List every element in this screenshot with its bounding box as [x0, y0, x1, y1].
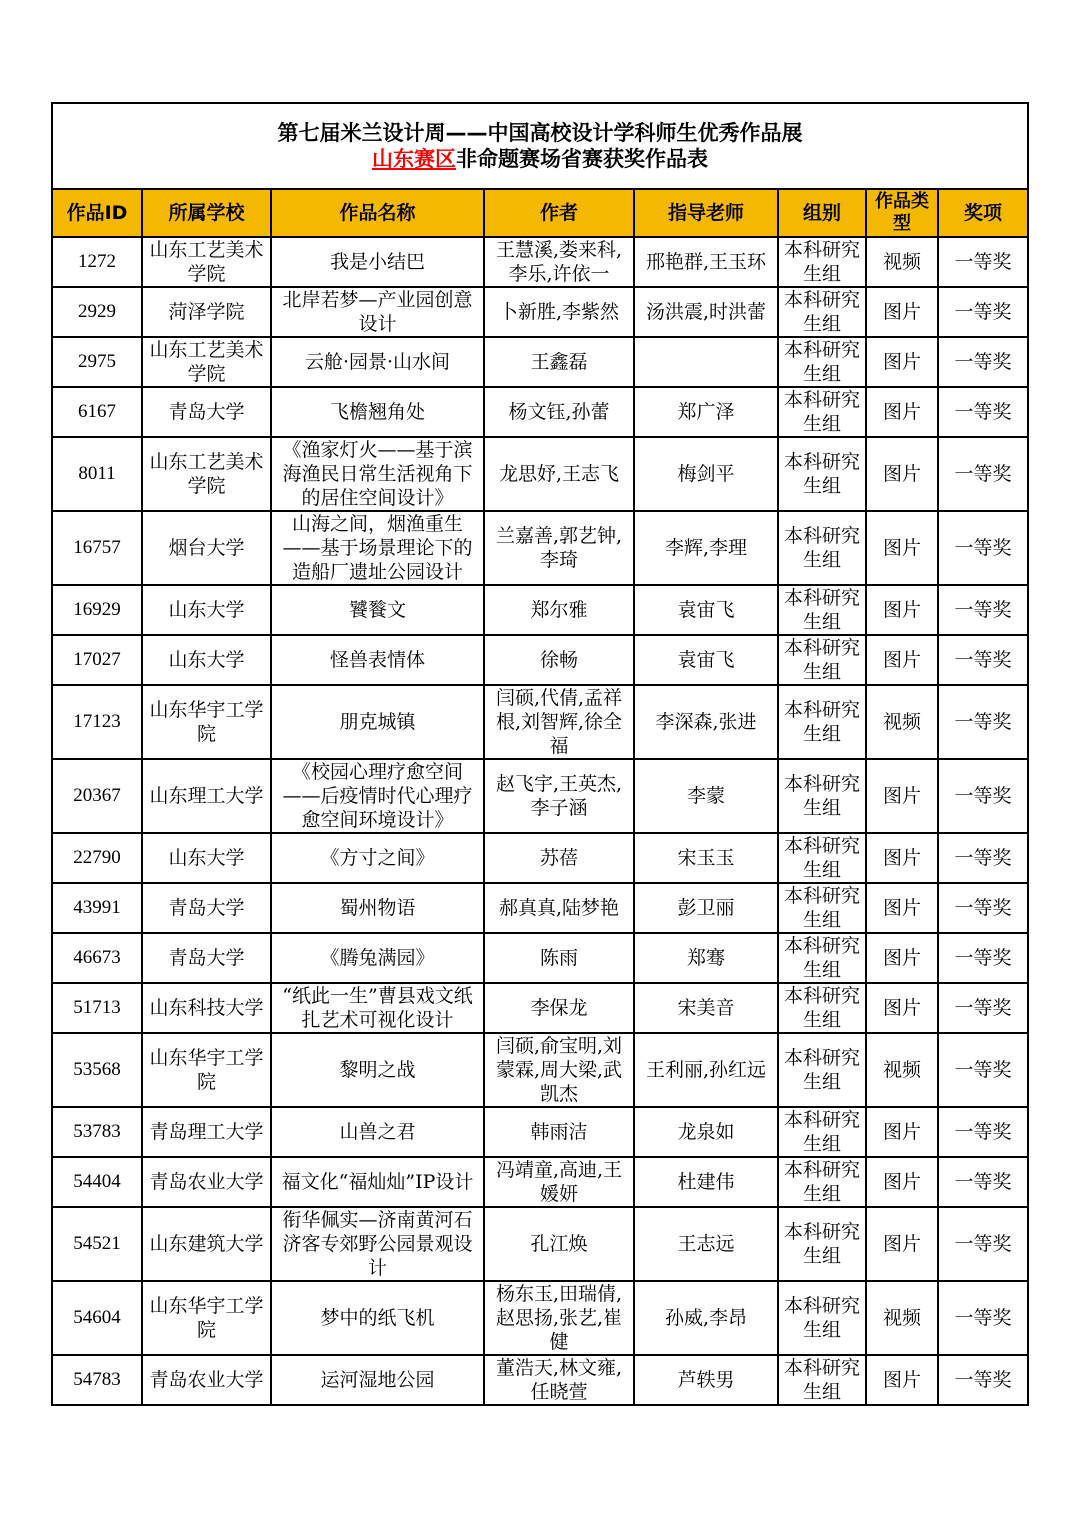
advisor-cell: 袁宙飞 [634, 635, 778, 685]
award-cell: 一等奖 [938, 983, 1028, 1033]
authors-cell: 王鑫磊 [484, 337, 634, 387]
type-cell: 图片 [866, 437, 938, 511]
authors-cell: 王慧溪,娄来科,李乐,许依一 [484, 237, 634, 287]
school-cell: 山东大学 [142, 585, 271, 635]
advisor-cell: 邢艳群,王玉环 [634, 237, 778, 287]
school-cell: 山东大学 [142, 833, 271, 883]
school-cell: 山东工艺美术学院 [142, 237, 271, 287]
type-cell: 图片 [866, 337, 938, 387]
id-cell: 8011 [52, 437, 142, 511]
authors-cell: 孔江焕 [484, 1207, 634, 1281]
advisor-cell: 宋美音 [634, 983, 778, 1033]
advisor-cell: 李辉,李理 [634, 511, 778, 585]
work-cell: 山兽之君 [271, 1107, 484, 1157]
group-cell: 本科研究生组 [778, 1033, 866, 1107]
id-cell: 53783 [52, 1107, 142, 1157]
award-cell: 一等奖 [938, 1033, 1028, 1107]
type-cell: 图片 [866, 1207, 938, 1281]
type-cell: 视频 [866, 1281, 938, 1355]
authors-cell: 龙思妤,王志飞 [484, 437, 634, 511]
group-cell: 本科研究生组 [778, 635, 866, 685]
type-cell: 图片 [866, 511, 938, 585]
work-cell: 《校园心理疗愈空间——后疫情时代心理疗愈空间环境设计》 [271, 759, 484, 833]
group-cell: 本科研究生组 [778, 883, 866, 933]
award-cell: 一等奖 [938, 437, 1028, 511]
advisor-cell: 芦轶男 [634, 1355, 778, 1405]
type-cell: 视频 [866, 685, 938, 759]
id-cell: 22790 [52, 833, 142, 883]
header-award: 奖项 [938, 189, 1028, 237]
work-cell: 山海之间，烟渔重生——基于场景理论下的造船厂遗址公园设计 [271, 511, 484, 585]
award-cell: 一等奖 [938, 933, 1028, 983]
authors-cell: 董浩天,林文雍,任晓萱 [484, 1355, 634, 1405]
school-cell: 烟台大学 [142, 511, 271, 585]
work-cell: 饕餮文 [271, 585, 484, 635]
table-row [52, 1281, 1028, 1355]
school-cell: 菏泽学院 [142, 287, 271, 337]
table-row [52, 287, 1028, 337]
id-cell: 43991 [52, 883, 142, 933]
school-cell: 山东华宇工学院 [142, 685, 271, 759]
id-cell: 54604 [52, 1281, 142, 1355]
type-cell: 视频 [866, 237, 938, 287]
award-cell: 一等奖 [938, 1355, 1028, 1405]
award-cell: 一等奖 [938, 1281, 1028, 1355]
table-row [52, 1107, 1028, 1157]
type-cell: 图片 [866, 287, 938, 337]
id-cell: 2929 [52, 287, 142, 337]
school-cell: 山东华宇工学院 [142, 1033, 271, 1107]
authors-cell: 冯靖童,高迪,王媛妍 [484, 1157, 634, 1207]
title-line-2 [55, 146, 1025, 172]
authors-cell: 郝真真,陆梦艳 [484, 883, 634, 933]
table-row [52, 983, 1028, 1033]
table-row [52, 585, 1028, 635]
advisor-cell: 郑广泽 [634, 387, 778, 437]
id-cell: 17123 [52, 685, 142, 759]
id-cell: 54521 [52, 1207, 142, 1281]
group-cell: 本科研究生组 [778, 833, 866, 883]
school-cell: 青岛理工大学 [142, 1107, 271, 1157]
group-cell: 本科研究生组 [778, 585, 866, 635]
title-subtitle: 非命题赛场省赛获奖作品表 [456, 147, 708, 171]
group-cell: 本科研究生组 [778, 387, 866, 437]
sheet-title [52, 103, 1028, 189]
award-cell: 一等奖 [938, 685, 1028, 759]
type-cell: 图片 [866, 635, 938, 685]
school-cell: 山东工艺美术学院 [142, 337, 271, 387]
advisor-cell: 袁宙飞 [634, 585, 778, 635]
header-work: 作品名称 [271, 189, 484, 237]
award-cell: 一等奖 [938, 585, 1028, 635]
group-cell: 本科研究生组 [778, 511, 866, 585]
group-cell: 本科研究生组 [778, 287, 866, 337]
header-advisor: 指导老师 [634, 189, 778, 237]
table-row [52, 1355, 1028, 1405]
award-cell: 一等奖 [938, 759, 1028, 833]
type-cell: 图片 [866, 759, 938, 833]
work-cell: 我是小结巴 [271, 237, 484, 287]
award-cell: 一等奖 [938, 511, 1028, 585]
table-row [52, 337, 1028, 387]
work-cell: 飞檐翘角处 [271, 387, 484, 437]
award-cell: 一等奖 [938, 635, 1028, 685]
work-cell: 《方寸之间》 [271, 833, 484, 883]
group-cell: 本科研究生组 [778, 337, 866, 387]
award-table [51, 102, 1029, 1406]
id-cell: 2975 [52, 337, 142, 387]
id-cell: 46673 [52, 933, 142, 983]
advisor-cell: 宋玉玉 [634, 833, 778, 883]
award-cell: 一等奖 [938, 883, 1028, 933]
work-cell: 福文化“福灿灿”IP设计 [271, 1157, 484, 1207]
advisor-cell: 王利丽,孙红远 [634, 1033, 778, 1107]
authors-cell: 杨东玉,田瑞倩,赵思扬,张艺,崔健 [484, 1281, 634, 1355]
header-id: 作品ID [52, 189, 142, 237]
table-row [52, 511, 1028, 585]
school-cell: 山东理工大学 [142, 759, 271, 833]
work-cell: 运河湿地公园 [271, 1355, 484, 1405]
award-sheet [51, 102, 1027, 1406]
advisor-cell: 杜建伟 [634, 1157, 778, 1207]
group-cell: 本科研究生组 [778, 1281, 866, 1355]
id-cell: 51713 [52, 983, 142, 1033]
work-cell: “纸此一生”曹县戏文纸扎艺术可视化设计 [271, 983, 484, 1033]
table-row [52, 933, 1028, 983]
type-cell: 图片 [866, 1157, 938, 1207]
authors-cell: 赵飞宇,王英杰,李子涵 [484, 759, 634, 833]
authors-cell: 李保龙 [484, 983, 634, 1033]
type-cell: 图片 [866, 1107, 938, 1157]
table-row [52, 635, 1028, 685]
work-cell: 《渔家灯火——基于滨海渔民日常生活视角下的居住空间设计》 [271, 437, 484, 511]
table-row [52, 237, 1028, 287]
advisor-cell: 龙泉如 [634, 1107, 778, 1157]
authors-cell: 陈雨 [484, 933, 634, 983]
type-cell: 图片 [866, 883, 938, 933]
authors-cell: 杨文钰,孙蕾 [484, 387, 634, 437]
award-cell: 一等奖 [938, 237, 1028, 287]
authors-cell: 徐畅 [484, 635, 634, 685]
group-cell: 本科研究生组 [778, 437, 866, 511]
advisor-cell: 汤洪震,时洪蕾 [634, 287, 778, 337]
authors-cell: 闫硕,代倩,孟祥根,刘智辉,徐全福 [484, 685, 634, 759]
authors-cell: 闫硕,俞宝明,刘蒙霖,周大梁,武凯杰 [484, 1033, 634, 1107]
id-cell: 54783 [52, 1355, 142, 1405]
type-cell: 图片 [866, 983, 938, 1033]
group-cell: 本科研究生组 [778, 933, 866, 983]
group-cell: 本科研究生组 [778, 1107, 866, 1157]
id-cell: 16929 [52, 585, 142, 635]
group-cell: 本科研究生组 [778, 685, 866, 759]
table-row [52, 883, 1028, 933]
authors-cell: 兰嘉善,郭艺钟,李琦 [484, 511, 634, 585]
work-cell: 《腾兔满园》 [271, 933, 484, 983]
group-cell: 本科研究生组 [778, 1207, 866, 1281]
id-cell: 20367 [52, 759, 142, 833]
advisor-cell: 孙威,李昂 [634, 1281, 778, 1355]
header-authors: 作者 [484, 189, 634, 237]
work-cell: 怪兽表情体 [271, 635, 484, 685]
school-cell: 青岛农业大学 [142, 1355, 271, 1405]
work-cell: 衔华佩实—济南黄河石济客专郊野公园景观设计 [271, 1207, 484, 1281]
header-group: 组别 [778, 189, 866, 237]
school-cell: 青岛大学 [142, 933, 271, 983]
authors-cell: 韩雨洁 [484, 1107, 634, 1157]
title-region: 山东赛区 [372, 147, 456, 171]
table-row [52, 387, 1028, 437]
school-cell: 山东华宇工学院 [142, 1281, 271, 1355]
type-cell: 图片 [866, 933, 938, 983]
group-cell: 本科研究生组 [778, 237, 866, 287]
group-cell: 本科研究生组 [778, 1157, 866, 1207]
advisor-cell: 王志远 [634, 1207, 778, 1281]
type-cell: 视频 [866, 1033, 938, 1107]
type-cell: 图片 [866, 387, 938, 437]
school-cell: 青岛大学 [142, 387, 271, 437]
award-cell: 一等奖 [938, 833, 1028, 883]
advisor-cell: 郑骞 [634, 933, 778, 983]
work-cell: 朋克城镇 [271, 685, 484, 759]
id-cell: 53568 [52, 1033, 142, 1107]
authors-cell: 郑尔雅 [484, 585, 634, 635]
work-cell: 黎明之战 [271, 1033, 484, 1107]
advisor-cell: 李深森,张进 [634, 685, 778, 759]
id-cell: 6167 [52, 387, 142, 437]
group-cell: 本科研究生组 [778, 983, 866, 1033]
header-school: 所属学校 [142, 189, 271, 237]
award-cell: 一等奖 [938, 1107, 1028, 1157]
type-cell: 图片 [866, 1355, 938, 1405]
work-cell: 云舱·园景·山水间 [271, 337, 484, 387]
advisor-cell: 李蒙 [634, 759, 778, 833]
school-cell: 山东科技大学 [142, 983, 271, 1033]
header-row [52, 189, 1028, 237]
work-cell: 梦中的纸飞机 [271, 1281, 484, 1355]
work-cell: 北岸若梦—产业园创意设计 [271, 287, 484, 337]
school-cell: 山东工艺美术学院 [142, 437, 271, 511]
authors-cell: 卜新胜,李紫然 [484, 287, 634, 337]
school-cell: 青岛农业大学 [142, 1157, 271, 1207]
table-row [52, 1157, 1028, 1207]
id-cell: 16757 [52, 511, 142, 585]
school-cell: 青岛大学 [142, 883, 271, 933]
table-row [52, 1033, 1028, 1107]
id-cell: 17027 [52, 635, 142, 685]
award-cell: 一等奖 [938, 1157, 1028, 1207]
advisor-cell [634, 337, 778, 387]
authors-cell: 苏蓓 [484, 833, 634, 883]
advisor-cell: 彭卫丽 [634, 883, 778, 933]
advisor-cell: 梅剑平 [634, 437, 778, 511]
id-cell: 1272 [52, 237, 142, 287]
work-cell: 蜀州物语 [271, 883, 484, 933]
type-cell: 图片 [866, 585, 938, 635]
title-line-1: 第七届米兰设计周——中国高校设计学科师生优秀作品展 [277, 121, 803, 145]
award-cell: 一等奖 [938, 387, 1028, 437]
table-row [52, 685, 1028, 759]
table-row [52, 759, 1028, 833]
type-cell: 图片 [866, 833, 938, 883]
award-cell: 一等奖 [938, 337, 1028, 387]
table-row [52, 437, 1028, 511]
school-cell: 山东大学 [142, 635, 271, 685]
header-type: 作品类型 [866, 189, 938, 237]
table-body [52, 237, 1028, 1405]
award-cell: 一等奖 [938, 1207, 1028, 1281]
award-cell: 一等奖 [938, 287, 1028, 337]
table-row [52, 1207, 1028, 1281]
id-cell: 54404 [52, 1157, 142, 1207]
table-row [52, 833, 1028, 883]
group-cell: 本科研究生组 [778, 1355, 866, 1405]
group-cell: 本科研究生组 [778, 759, 866, 833]
school-cell: 山东建筑大学 [142, 1207, 271, 1281]
